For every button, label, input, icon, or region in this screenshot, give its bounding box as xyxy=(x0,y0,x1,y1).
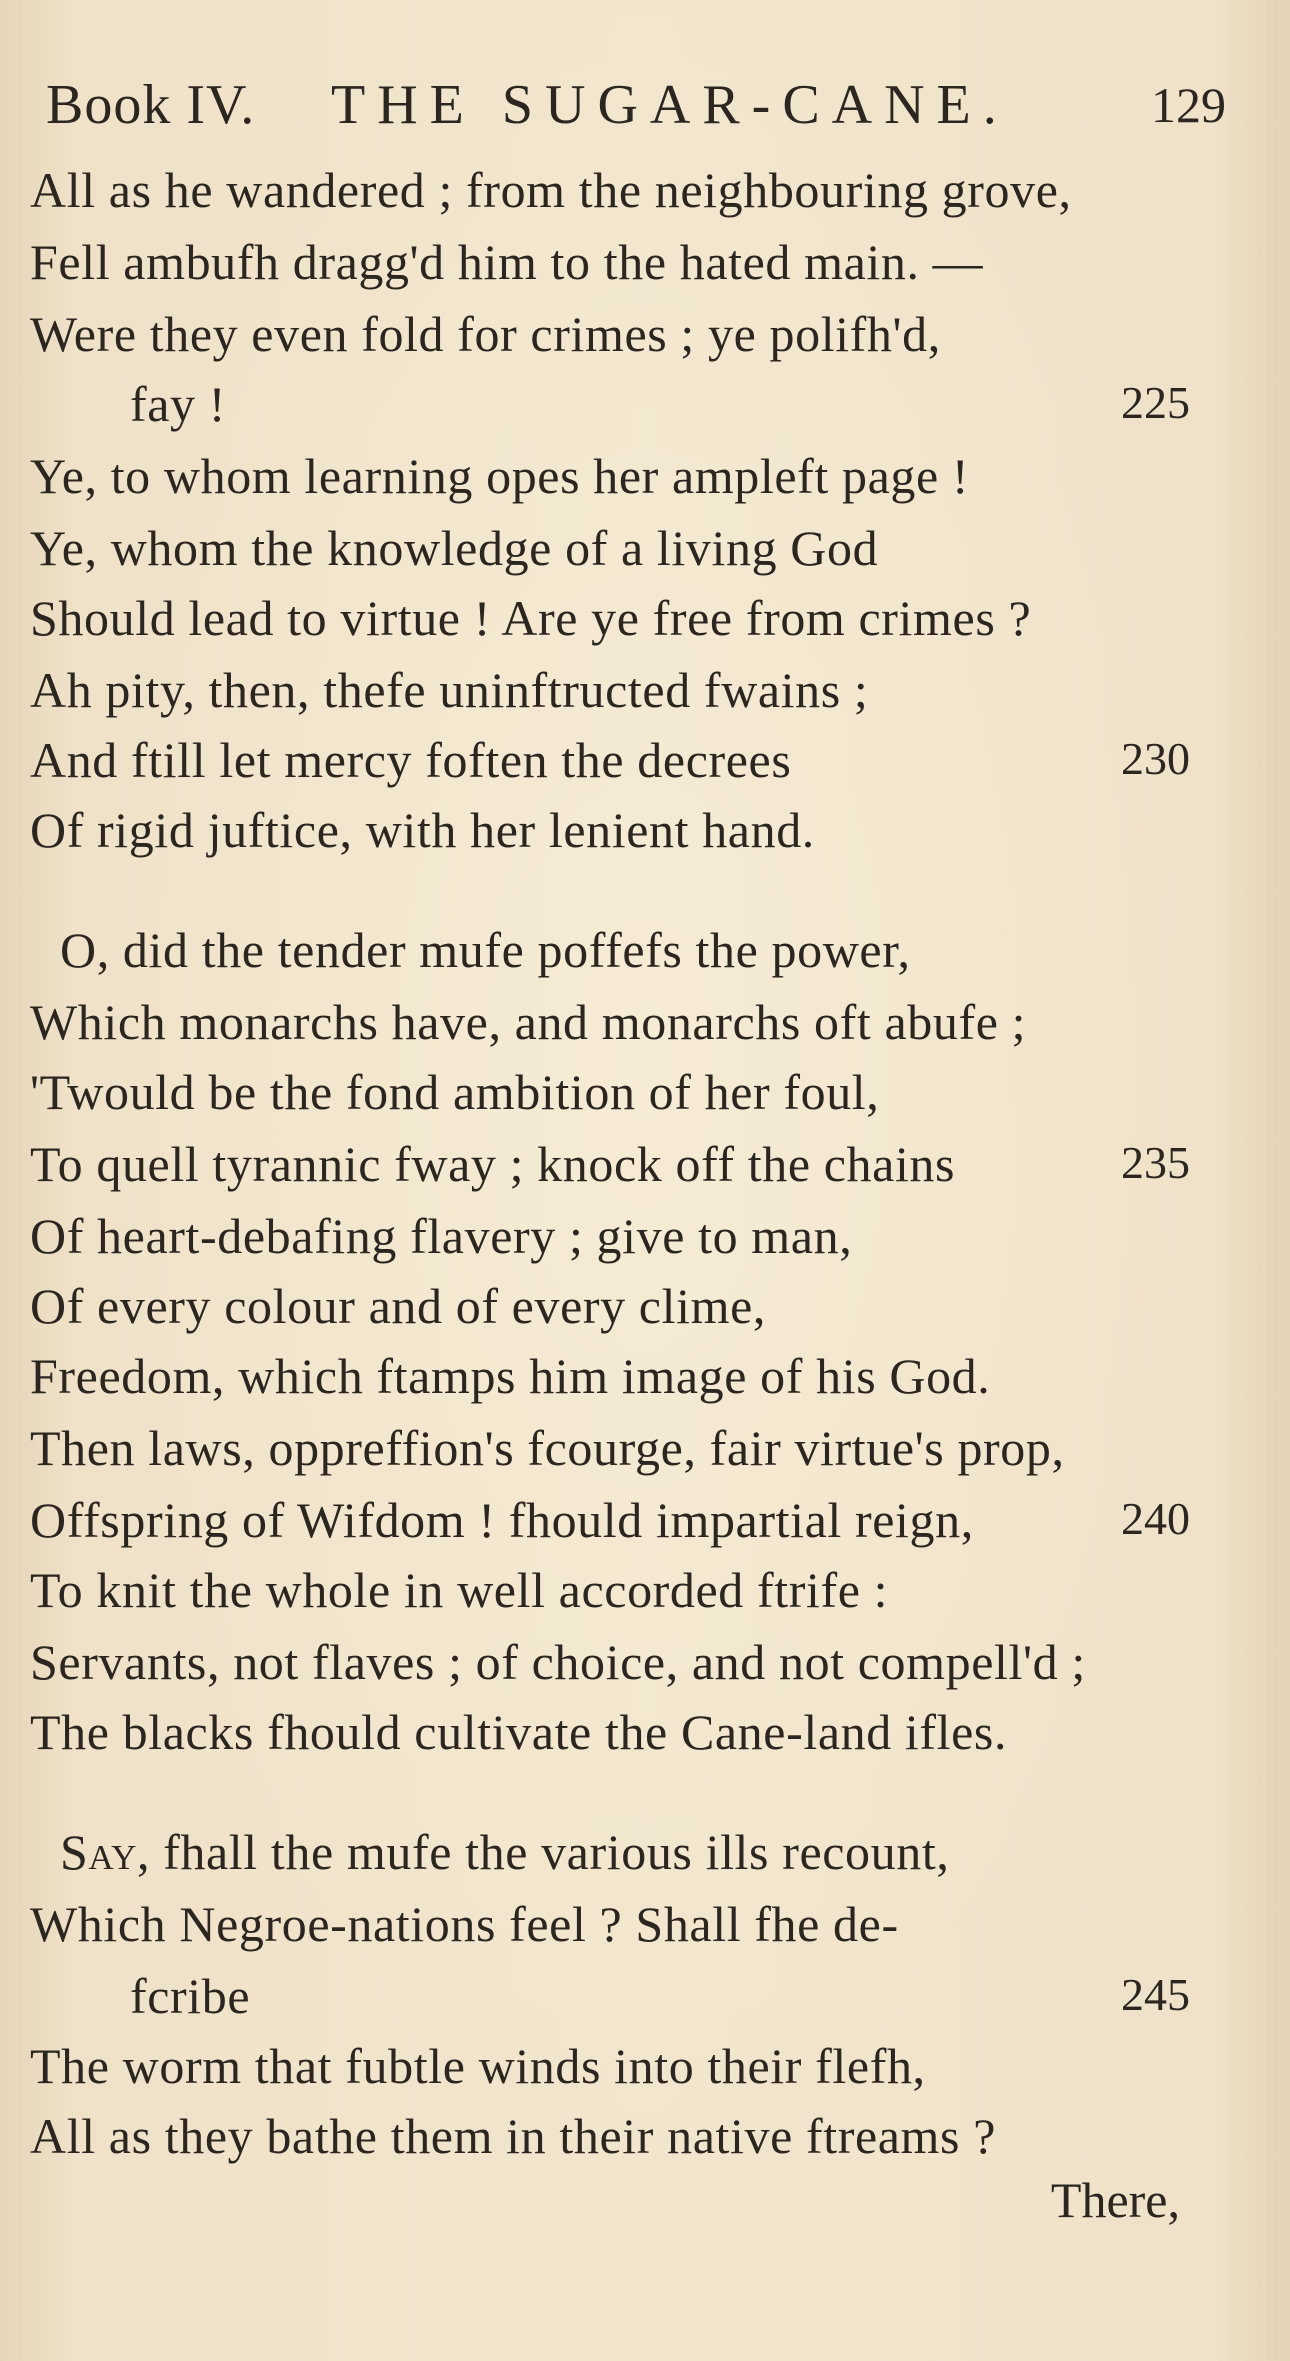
verse-line: Ah pity, then, thefe uninftructed fwains ; xyxy=(30,662,869,718)
verse-line: O, did the tender mufe poffefs the power, xyxy=(60,922,911,978)
verse-line-turnover xyxy=(130,374,1290,434)
running-title: THE SUGAR-CANE. xyxy=(331,74,1009,136)
verse-line: Then laws, oppreffion's fcourge, fair virtue's prop, xyxy=(30,1420,1065,1476)
verse-line: Which monarchs have, and monarchs oft abufe ; xyxy=(30,994,1027,1050)
running-header xyxy=(46,70,1226,140)
verse-line: Of every colour and of every clime, xyxy=(30,1278,766,1334)
verse-line-turnover-text: fay ! xyxy=(130,376,226,432)
book-label: Book IV. xyxy=(46,74,256,136)
catchword: There, xyxy=(1050,2172,1180,2228)
line-number: 240 xyxy=(1121,1493,1190,1544)
lead-word: Say, xyxy=(60,1824,151,1880)
verse-line: Ye, whom the knowledge of a living God xyxy=(30,520,879,576)
line-number: 230 xyxy=(1121,733,1190,784)
line-number: 225 xyxy=(1121,377,1190,428)
verse-line: Freedom, which ftamps him image of his God. xyxy=(30,1348,991,1404)
verse-line: To knit the whole in well accorded ftrife : xyxy=(30,1562,889,1618)
verse-line xyxy=(60,1822,1230,1882)
verse-line: The worm that fubtle winds into their flefh, xyxy=(30,2038,926,2094)
page-number: 129 xyxy=(1151,77,1226,133)
line-number: 235 xyxy=(1121,1137,1190,1188)
verse-line: Should lead to virtue ! Are ye free from crimes ? xyxy=(30,590,1032,646)
verse-line: Of heart-debafing flavery ; give to man, xyxy=(30,1208,853,1264)
verse-line: Of rigid juftice, with her lenient hand. xyxy=(30,802,815,858)
verse-line-text: fhall the mufe the various ills recount, xyxy=(163,1824,950,1880)
verse-line: Were they even fold for crimes ; ye polifh'd, xyxy=(30,306,941,362)
verse-line: Offspring of Wifdom ! fhould impartial reign, xyxy=(30,1492,974,1548)
verse-line: All as they bathe them in their native ftreams ? xyxy=(30,2108,996,2164)
line-number: 245 xyxy=(1121,1969,1190,2020)
verse-line: To quell tyrannic fway ; knock off the chains xyxy=(30,1136,956,1192)
verse-line: All as he wandered ; from the neighbouring grove, xyxy=(30,162,1072,218)
verse-line: And ftill let mercy foften the decrees xyxy=(30,732,792,788)
verse-line: Which Negroe-nations feel ? Shall fhe de- xyxy=(30,1896,899,1952)
verse-line: 'Twould be the fond ambition of her foul, xyxy=(30,1064,880,1120)
verse-line: Servants, not flaves ; of choice, and not compell'd ; xyxy=(30,1634,1086,1690)
verse-line: Fell ambufh dragg'd him to the hated main. — xyxy=(30,234,984,290)
verse-line: Ye, to whom learning opes her ampleft page ! xyxy=(30,448,970,504)
verse-line-turnover-text: fcribe xyxy=(130,1968,251,2024)
verse-line-turnover xyxy=(130,1966,1290,2026)
verse-line: The blacks fhould cultivate the Cane-land ifles. xyxy=(30,1704,1008,1760)
